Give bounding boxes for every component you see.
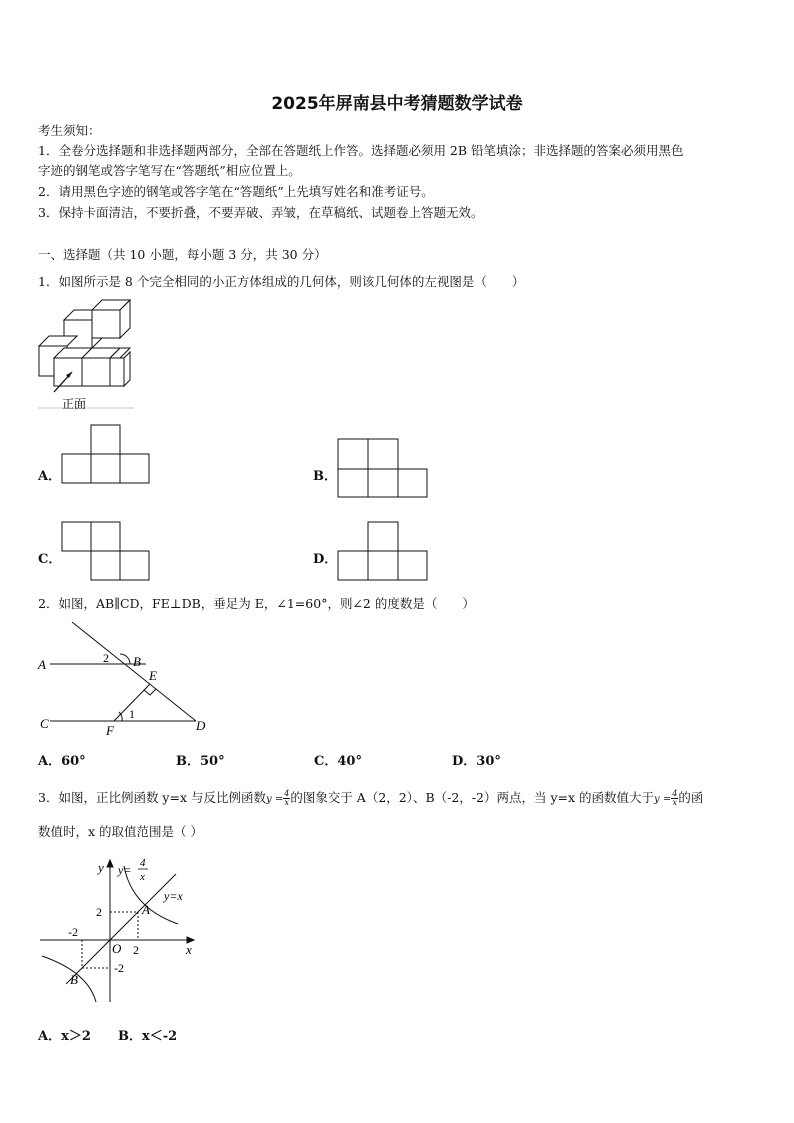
q3-stem-c: 的函 [678,790,704,805]
y-axis-arrow-icon [107,860,113,867]
q3-stem-b: 的图象交于 A（2，2）、B（-2，-2）两点，当 y=x 的函数值大于 [290,790,655,805]
y-axis-label: y [98,860,104,875]
q3-fraction-2: $\frac{4}{x}$ [672,789,678,807]
curve-frac-num: 4 [140,857,146,869]
q3-fraction-1: $\frac{4}{x}$ [284,789,290,807]
q2-option-b[interactable]: B．50° [176,754,225,769]
q2-stem: 2．如图，AB∥CD，FE⊥DB，垂足为 E，∠1=60°，则∠2 的度数是（ ） [38,596,475,611]
page-title: 2025年屏南县中考猜题数学试卷 [271,94,523,114]
q1-option-d-figure[interactable] [336,520,430,582]
notice-heading: 考生须知： [38,123,101,138]
q1-stem: 1．如图所示是 8 个完全相同的小正方体组成的几何体，则该几何体的左视图是（ ） [38,274,525,289]
q2-geometry-figure [36,616,216,740]
q1-option-c-label[interactable]: C． [38,552,62,567]
notice-line-1a: 1．全卷分选择题和非选择题两部分，全部在答题纸上作答。选择题必须用 2B 铅笔填涂；非选择题的答案必须用黑色 [38,143,684,158]
q2-option-a[interactable]: A．60° [38,754,86,769]
q3-stem-a: 3．如图，正比例函数 y=x 与反比例函数 [38,790,266,805]
q1-option-d-label[interactable]: D． [313,552,338,567]
label-d: D [196,718,206,733]
tick-y-2: 2 [96,905,102,919]
q3-stem-line2: 数值时，x 的取值范围是（ ） [38,824,203,839]
label-f: F [106,723,114,738]
q1-option-b-figure[interactable] [336,437,430,499]
point-b-label: B [70,972,78,987]
q2-option-c[interactable]: C．40° [314,754,362,769]
front-label: 正面 [62,397,87,411]
line-label: y=x [164,889,183,903]
label-b: B [133,654,141,669]
notice-line-1b: 字迹的钢笔或答字笔写在“答题纸”相应位置上。 [38,163,301,178]
q2-option-d[interactable]: D．30° [452,754,501,769]
q3-eq-lhs-1: y = [266,794,284,805]
section-heading: 一、选择题（共 10 小题，每小题 3 分，共 30 分） [38,247,327,262]
label-c: C [40,716,49,731]
origin-label: O [112,941,122,956]
angle-2-label: 2 [103,651,109,665]
notice-line-2: 2．请用黑色字迹的钢笔或答字笔在“答题纸”上先填写姓名和准考证号。 [38,184,434,199]
q1-option-a-figure[interactable] [60,424,152,486]
point-a-label: A [142,902,150,917]
tick-x-neg2: -2 [68,925,78,939]
angle-1-label: 1 [129,707,135,721]
q3-option-a[interactable]: A．x＞2 [38,1029,91,1044]
tick-y-neg2: -2 [114,961,124,975]
notice-line-3: 3．保持卡面清洁，不要折叠，不要弄破、弄皱，在草稿纸、试题卷上答题无效。 [38,205,484,220]
q1-cube-figure [36,296,136,414]
q1-option-a-label[interactable]: A． [38,469,62,484]
tick-x-2: 2 [133,943,139,957]
q1-option-b-label[interactable]: B． [313,469,337,484]
q3-option-b[interactable]: B．x＜-2 [118,1029,178,1044]
label-e: E [149,668,157,683]
curve-frac-den: x [140,871,145,883]
x-axis-label: x [186,942,192,957]
hyperbola-branch-2 [42,956,96,1002]
label-a: A [38,657,46,672]
q3-stem-line1 [38,788,703,807]
curve-label: y= [118,863,132,877]
q1-option-c-figure[interactable] [60,520,152,582]
q3-function-graph [36,852,200,1006]
q3-eq-lhs-2: y = [654,794,672,805]
